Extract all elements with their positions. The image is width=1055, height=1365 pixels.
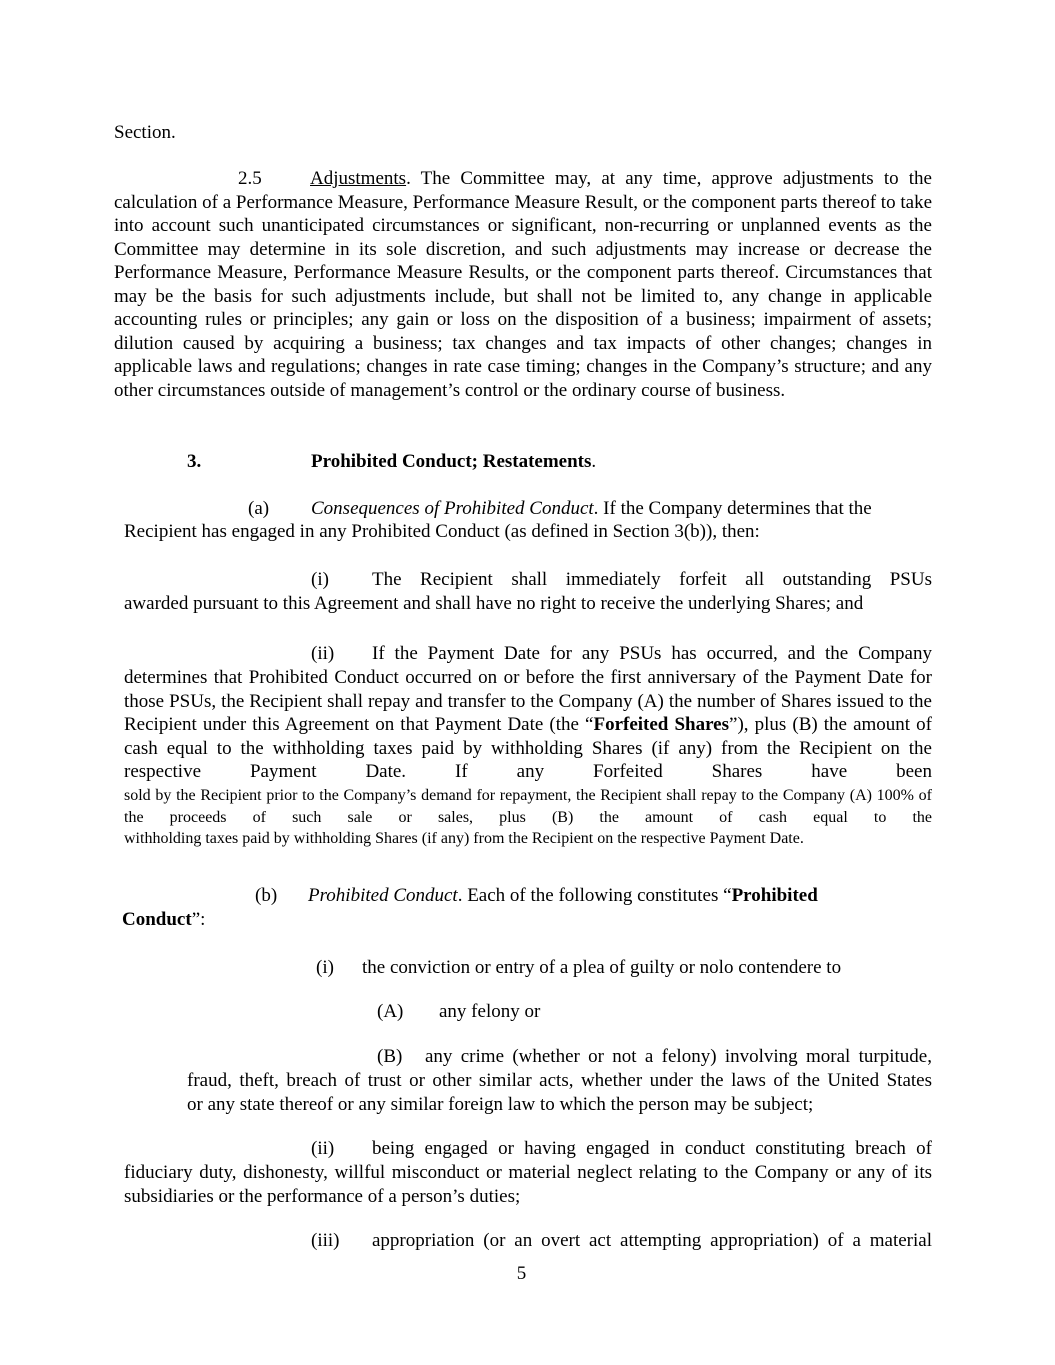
section-3-heading: Prohibited Conduct; Restatements. xyxy=(311,451,597,472)
para-a-label: (a) xyxy=(248,498,270,519)
para-a-ii-body: determines that Prohibited Conduct occurred on or before the first anniversary of the Payment Date for those PSUs, the Recipient shall repay and transfer to the Company (A) the number of Shares issued to the Recipient under this Agreement on that Payment Date (the “Forfeited Shares”), plus (B) the amount of cash equal to the withholding taxes paid by withholding Shares (if any) from the Recipient on the respective Payment Date. If any Forfeited Shares have been xyxy=(124,667,932,782)
adjustments-paragraph xyxy=(114,167,932,402)
para-b-i-B-line3: or any state thereof or any similar foreign law to which the person may be subject; xyxy=(187,1094,814,1115)
section-number-3: 3. xyxy=(187,451,202,472)
para-b-i-B-line1: any crime (whether or not a felony) involving moral turpitude, xyxy=(425,1046,932,1067)
para-a-ii-line1: If the Payment Date for any PSUs has occurred, and the Company xyxy=(372,643,932,664)
section-number-2-5: 2.5 xyxy=(238,168,262,189)
forfeited-shares-term: Forfeited Shares xyxy=(593,714,730,735)
para-a-i-label: (i) xyxy=(311,569,329,590)
para-a-ii-small-last: withholding taxes paid by withholding Shares (if any) from the Recipient on the respective Payment Date. xyxy=(124,830,804,847)
para-a-i-line1: The Recipient shall immediately forfeit all outstanding PSUs xyxy=(372,569,932,590)
adjustments-text: . The Committee may, at any time, approve adjustments to the calculation of a Performance Measure, Performance Measure Result, or the component parts thereof to take into account such unanticipated circumstances or significant, non-recurring or unplanned events as the Committee may determine in its sole discretion, and such adjustments may increase or decrease the Performance Measure, Performance Measure Results, or the component parts thereof. Circumstances that may be the basis for such adjustments include, but shall not be limited to, any change in applicable accounting rules or principles; any gain or loss on the disposition of a business; impairment of assets; dilution caused by acquiring a business; tax changes and tax impacts of other changes; changes in applicable laws and regulations; changes in rate case timing; changes in the Company’s structure; and any other circumstances outside of management’s control or the ordinary course of business. xyxy=(114,168,932,401)
para-a-line1: Consequences of Prohibited Conduct. If the Company determines that the xyxy=(311,498,872,519)
para-b-i-text: the conviction or entry of a plea of guilty or nolo contendere to xyxy=(362,957,842,978)
para-b-iii-label: (iii) xyxy=(311,1230,340,1251)
adjustments-heading: Adjustments xyxy=(310,168,407,189)
para-b-label: (b) xyxy=(255,885,278,906)
para-b-i-A-label: (A) xyxy=(377,1001,404,1022)
para-b-line2: Conduct”: xyxy=(122,909,206,930)
page-number: 5 xyxy=(516,1263,527,1284)
para-a-ii-label: (ii) xyxy=(311,643,335,664)
para-a-heading: Consequences of Prohibited Conduct xyxy=(311,498,594,519)
section-continuation: Section. xyxy=(114,122,176,143)
para-b-ii-line1: being engaged or having engaged in conduct constituting breach of xyxy=(372,1138,932,1159)
para-a-line2: Recipient has engaged in any Prohibited Conduct (as defined in Section 3(b)), then: xyxy=(124,521,760,542)
para-b-ii-body: fiduciary duty, dishonesty, willful misconduct or material neglect relating to the Company or any of its subsidiaries or the performance of a person’s duties; xyxy=(124,1162,932,1207)
para-a-i-line2: awarded pursuant to this Agreement and shall have no right to receive the underlying Shares; and xyxy=(124,593,864,614)
para-b-i-B-label: (B) xyxy=(377,1046,403,1067)
para-b-i-A-text: any felony or xyxy=(439,1001,541,1022)
para-b-line1: Prohibited Conduct. Each of the following constitutes “Prohibited xyxy=(308,885,818,906)
para-b-iii-line1: appropriation (or an overt act attempting appropriation) of a material xyxy=(372,1230,932,1251)
para-b-i-label: (i) xyxy=(316,957,334,978)
para-b-heading: Prohibited Conduct xyxy=(308,885,458,906)
para-b-i-B-line2: fraud, theft, breach of trust or other similar acts, whether under the laws of the United States xyxy=(187,1070,932,1091)
para-a-ii-small-text: sold by the Recipient prior to the Company’s demand for repayment, the Recipient shall repay to the Company (A) 100% of the proceeds of such sale or sales, plus (B) the amount of cash equal to the xyxy=(124,787,932,826)
para-b-ii-label: (ii) xyxy=(311,1138,335,1159)
